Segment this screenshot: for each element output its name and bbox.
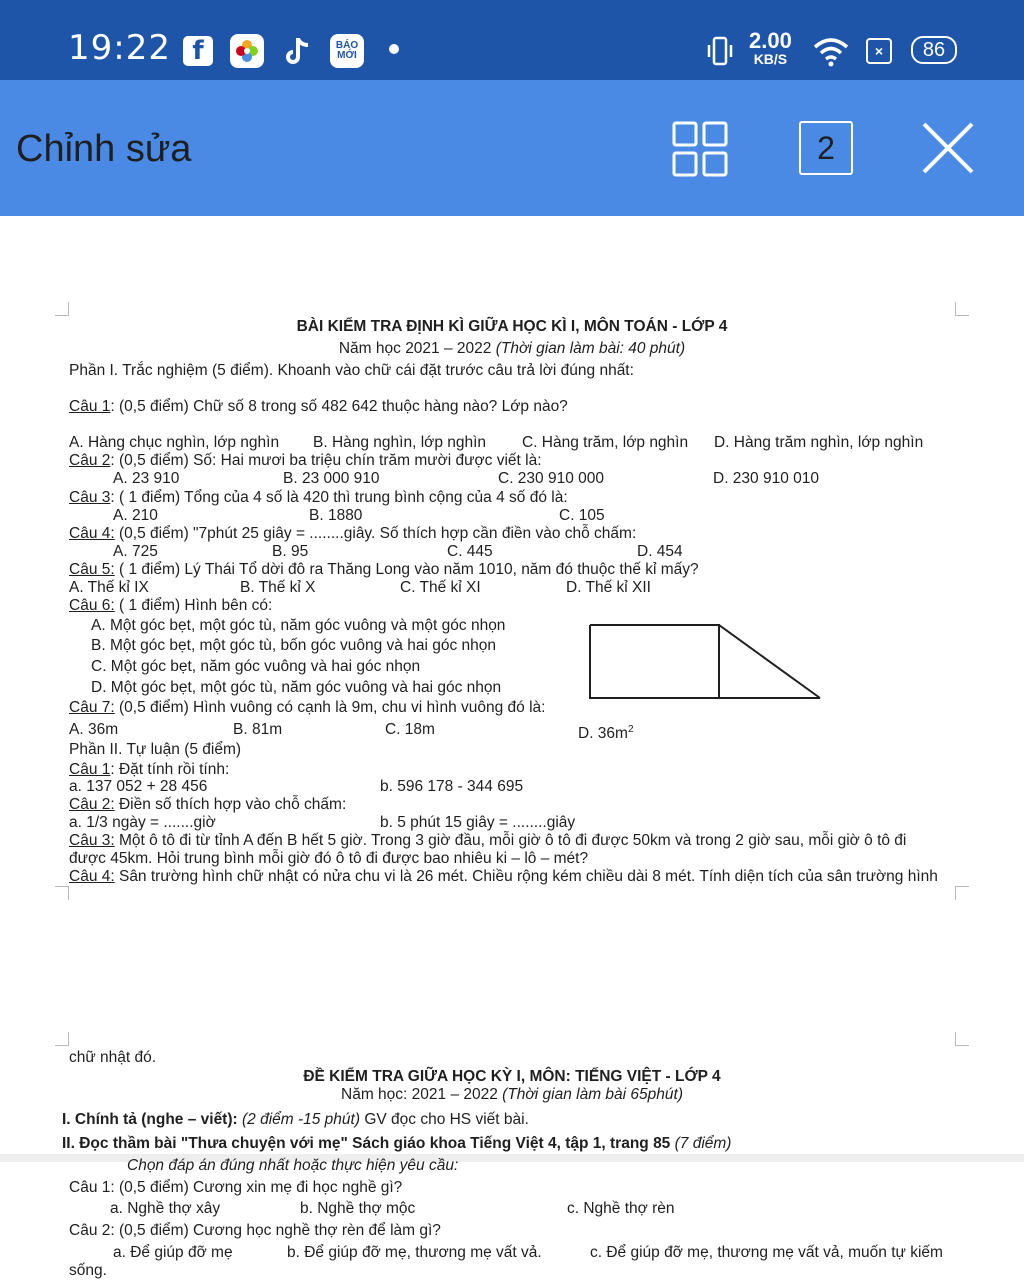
question-text: : Đặt tính rồi tính:: [110, 761, 230, 778]
question-text: Sân trường hình chữ nhật có nửa chu vi là 26 mét. Chiều rộng kém chiều dài 8 mét. Tính diện tích của sân trường hình: [114, 868, 938, 885]
section-note: (7 điểm): [674, 1135, 732, 1152]
exam-title: BÀI KIỂM TRA ĐỊNH KÌ GIỮA HỌC KÌ I, MÔN TOÁN - LỚP 4: [296, 318, 728, 335]
option-cont: sống.: [69, 1262, 107, 1279]
question-2: Câu 2: (0,5 điểm) Cương học nghề thợ rèn để làm gì?: [69, 1222, 441, 1239]
speed-value: 2.00: [749, 28, 792, 53]
section-label: I. Chính tả (nghe – viết):: [62, 1111, 242, 1128]
status-bar: [0, 0, 1024, 80]
option: B. 81m: [233, 721, 283, 738]
sim-icon: ×: [866, 38, 892, 64]
sub-question: b. 5 phút 15 giây = ........giây: [380, 814, 576, 831]
exam-year: [0, 340, 1024, 358]
section-1: [62, 1111, 529, 1129]
option: B. 1880: [309, 507, 363, 524]
superscript: 2: [627, 724, 634, 735]
question-label: Câu 1: [69, 761, 111, 778]
option: B. Một góc bẹt, một góc tù, bốn góc vuông và hai góc nhọn: [91, 637, 496, 654]
grid-view-button[interactable]: [672, 121, 728, 177]
essay-question-3: [69, 832, 906, 850]
question-text: : (0,5 điểm) Số: Hai mươi ba triệu chín trăm mười được viết là:: [110, 452, 542, 469]
part2-heading: Phần II. Tự luận (5 điểm): [69, 741, 242, 758]
question-label: Câu 5:: [69, 561, 115, 578]
option: A. Thế kỉ IX: [69, 579, 149, 596]
option: C. 18m: [385, 721, 435, 738]
question-text: Một ô tô đi từ tỉnh A đến B hết 5 giờ. Trong 3 giờ đầu, mỗi giờ ô tô đi được 50km và trong 2 giờ sau, mỗi giờ ô tô đi: [114, 832, 907, 849]
page-corner-mark: [955, 1032, 969, 1046]
baomoi-line1: BÁO: [335, 40, 359, 51]
section-2: [62, 1135, 731, 1153]
question-text-cont: được 45km. Hỏi trung bình mỗi giờ đó ô tô đi được bao nhiêu ki – lô – mét?: [69, 850, 589, 867]
grid-view-icon: [672, 121, 728, 177]
option: A. Một góc bẹt, một góc tù, năm góc vuông và một góc nhọn: [91, 617, 506, 634]
option: B. 95: [272, 543, 309, 560]
question-label: Câu 6:: [69, 597, 115, 614]
part1-heading: Phần I. Trắc nghiệm (5 điểm). Khoanh vào chữ cái đặt trước câu trả lời đúng nhất:: [69, 362, 634, 379]
option: A. Hàng chục nghìn, lớp nghìn: [69, 434, 280, 451]
speed-unit: KB/S: [753, 51, 788, 67]
option: D. Hàng trăm nghìn, lớp nghìn: [714, 434, 924, 451]
essay-question-1: [69, 761, 229, 779]
option: [578, 721, 634, 743]
question-text: : ( 1 điểm) Tổng của 4 số là 420 thì trung bình cộng của 4 số đó là:: [110, 489, 568, 506]
section-note: (2 điểm -15 phút): [241, 1111, 361, 1128]
question-label: Câu 2: [69, 452, 111, 469]
close-button[interactable]: [920, 120, 976, 176]
baomoi-line2: MỚI: [337, 50, 357, 61]
option: b. Để giúp đỡ mẹ, thương mẹ vất vả.: [287, 1244, 542, 1261]
exam-title-2: ĐỀ KIỂM TRA GIỮA HỌC KỲ I, MÔN: TIẾNG VIỆT - LỚP 4: [303, 1068, 721, 1085]
option: a. Để giúp đỡ mẹ: [113, 1244, 233, 1261]
page-title: Chỉnh sửa: [16, 128, 192, 170]
question-text: : (0,5 điểm) Chữ số 8 trong số 482 642 thuộc hàng nào? Lớp nào?: [110, 398, 568, 415]
exam-year-text: Năm học 2021 – 2022: [338, 340, 496, 357]
option: C. 230 910 000: [498, 470, 605, 487]
option: C. 105: [559, 507, 605, 524]
option: C. Thế kỉ XI: [400, 579, 481, 596]
option: c. Nghề thợ rèn: [567, 1200, 675, 1217]
baomoi-icon: [330, 34, 364, 68]
question-label: Câu 7:: [69, 699, 115, 716]
question-text: ( 1 điểm) Hình bên có:: [114, 597, 273, 614]
question-label: Câu 3: [69, 489, 111, 506]
option: B. Hàng nghìn, lớp nghìn: [313, 434, 487, 451]
page-corner-mark: [55, 302, 69, 316]
question-4: [69, 525, 636, 543]
question-text: Điền số thích hợp vào chỗ chấm:: [114, 796, 347, 813]
carry-over-text: chữ nhật đó.: [69, 1049, 157, 1066]
facebook-icon: f: [183, 36, 213, 66]
option: D. 454: [637, 543, 683, 560]
question-label: Câu 3:: [69, 832, 115, 849]
vibrate-icon: [706, 35, 734, 67]
question-label: Câu 2:: [69, 796, 115, 813]
section-text: GV đọc cho HS viết bài.: [360, 1111, 529, 1128]
essay-question-4: [69, 868, 938, 886]
option: C. Hàng trăm, lớp nghìn: [522, 434, 689, 451]
page-corner-mark: [55, 886, 69, 900]
essay-question-2: [69, 796, 346, 814]
question-label: Câu 4:: [69, 525, 115, 542]
option: A. 210: [113, 507, 158, 524]
section-label: II. Đọc thầm bài "Thưa chuyện với mẹ" Sách giáo khoa Tiếng Việt 4, tập 1, trang 85: [62, 1135, 675, 1152]
question-2: [69, 452, 542, 470]
exam-year-2: [0, 1086, 1024, 1104]
question-label: Câu 1: [69, 398, 111, 415]
battery-icon: 86: [911, 36, 957, 64]
notification-dot-icon: [389, 44, 399, 54]
option: B. Thế kỉ X: [240, 579, 316, 596]
option: D. Thế kỉ XII: [566, 579, 651, 596]
geometry-figure: [586, 621, 826, 703]
question-text: ( 1 điểm) Lý Thái Tổ dời đô ra Thăng Long vào năm 1010, năm đó thuộc thế kỉ mấy?: [114, 561, 699, 578]
flower-app-icon: [230, 34, 264, 68]
close-icon: [920, 120, 976, 176]
sub-question: a. 137 052 + 28 456: [69, 778, 208, 795]
instruction: Chọn đáp án đúng nhất hoặc thực hiện yêu cầu:: [127, 1157, 459, 1174]
option: b. Nghề thợ mộc: [300, 1200, 416, 1217]
option: C. 445: [447, 543, 493, 560]
option-text: D. 36m: [578, 725, 628, 743]
question-3: [69, 489, 568, 507]
wifi-icon: [811, 35, 851, 67]
page-corner-mark: [955, 886, 969, 900]
option: A. 36m: [69, 721, 119, 738]
page-count-button[interactable]: 2: [799, 121, 853, 175]
option: A. 23 910: [113, 470, 180, 487]
tiktok-icon: [283, 36, 313, 66]
option: c. Để giúp đỡ mẹ, thương mẹ vất vả, muốn tự kiếm: [590, 1244, 943, 1261]
option: C. Một góc bẹt, năm góc vuông và hai góc nhọn: [91, 658, 421, 675]
page-corner-mark: [55, 1032, 69, 1046]
question-6: [69, 597, 272, 615]
option: a. Nghề thợ xây: [110, 1200, 221, 1217]
exam-duration: (Thời gian làm bài 65phút): [502, 1086, 683, 1103]
option: B. 23 000 910: [283, 470, 380, 487]
question-label: Câu 4:: [69, 868, 115, 885]
question-text: (0,5 điểm) "7phút 25 giây = ........giây. Số thích hợp cần điền vào chỗ chấm:: [114, 525, 637, 542]
option: D. 230 910 010: [713, 470, 820, 487]
option: A. 725: [113, 543, 158, 560]
status-time: 19:22: [68, 28, 171, 68]
sub-question: a. 1/3 ngày = .......giờ: [69, 814, 216, 831]
question-7: [69, 699, 545, 717]
question-1: [69, 398, 568, 416]
option: D. Một góc bẹt, một góc tù, năm góc vuông và hai góc nhọn: [91, 679, 502, 696]
network-speed: [749, 28, 792, 68]
question-1: Câu 1: (0,5 điểm) Cương xin mẹ đi học nghề gì?: [69, 1179, 403, 1196]
page-corner-mark: [955, 302, 969, 316]
exam-duration: (Thời gian làm bài: 40 phút): [495, 340, 686, 357]
question-text: (0,5 điểm) Hình vuông có cạnh là 9m, chu vi hình vuông đó là:: [114, 699, 546, 716]
question-5: [69, 561, 699, 579]
exam-year-text: Năm học: 2021 – 2022: [341, 1086, 503, 1103]
sub-question: b. 596 178 - 344 695: [380, 778, 524, 795]
